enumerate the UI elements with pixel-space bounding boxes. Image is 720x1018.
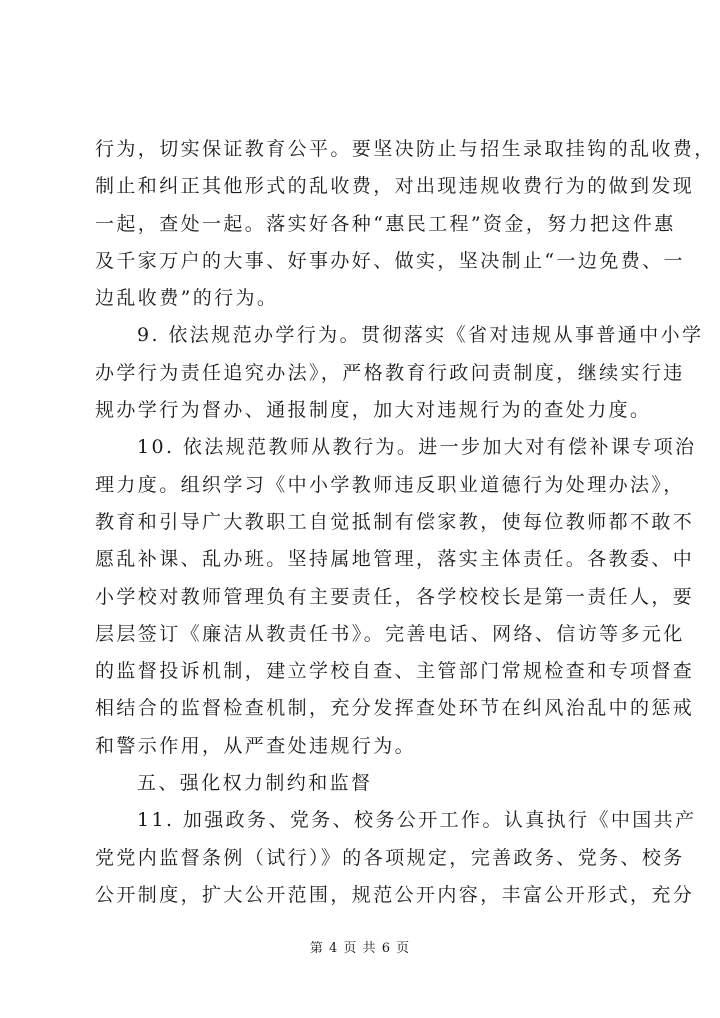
text-line: 制止和纠正其他形式的乱收费，对出现违规收费行为的做到发现: [95, 175, 695, 198]
text-line: 办学行为责任追究办法》，严格教育行政问责制度，继续实行违: [95, 361, 685, 384]
text-line: 一起，查处一起。落实好各种“惠民工程”资金，努力把这件惠: [95, 212, 676, 235]
text-line: 愿乱补课、乱办班。坚持属地管理，落实主体责任。各教委、中: [95, 548, 695, 571]
text-line: 10. 依法规范教师从教行为。进一步加大对有偿补课专项治: [137, 436, 697, 459]
text-line: 小学校对教师管理负有主要责任，各学校校长是第一责任人，要: [95, 585, 695, 608]
text-line: 教育和引导广大教职工自觉抵制有偿家教，使每位教师都不敢不: [95, 510, 695, 533]
text-line: 理力度。组织学习《中小学教师违反职业道德行为处理办法》，: [95, 473, 685, 496]
text-line: 11. 加强政务、党务、校务公开工作。认真执行《中国共产: [137, 809, 697, 832]
text-line: 及千家万户的大事、好事办好、做实，坚决制止“一边免费、一: [95, 249, 685, 272]
text-line: 五、强化权力制约和监督: [137, 772, 373, 795]
text-line: 党党内监督条例（试行）》的各项规定，完善政务、党务、校务: [95, 846, 685, 869]
document-body: [95, 131, 716, 914]
text-line: 的监督投诉机制，建立学校自查、主管部门常规检查和专项督查: [95, 660, 695, 683]
text-line: 9. 依法规范办学行为。贯彻落实《省对违规从事普通中小学: [137, 324, 704, 347]
text-line: 相结合的监督检查机制，充分发挥查处环节在纠风治乱中的惩戒: [95, 697, 695, 720]
text-line: 和警示作用，从严查处违规行为。: [95, 734, 417, 757]
text-line: 边乱收费”的行为。: [95, 287, 279, 310]
text-line: 规办学行为督办、通报制度，加大对违规行为的查处力度。: [95, 399, 652, 422]
text-line: 行为，切实保证教育公平。要坚决防止与招生录取挂钩的乱收费，: [95, 138, 716, 160]
text-line: 层层签订《廉洁从教责任书》。完善电话、网络、信访等多元化: [95, 622, 685, 645]
text-line: 公开制度，扩大公开范围，规范公开内容，丰富公开形式，充分: [95, 883, 695, 906]
page-footer: 第 4 页 共 6 页: [309, 941, 411, 956]
